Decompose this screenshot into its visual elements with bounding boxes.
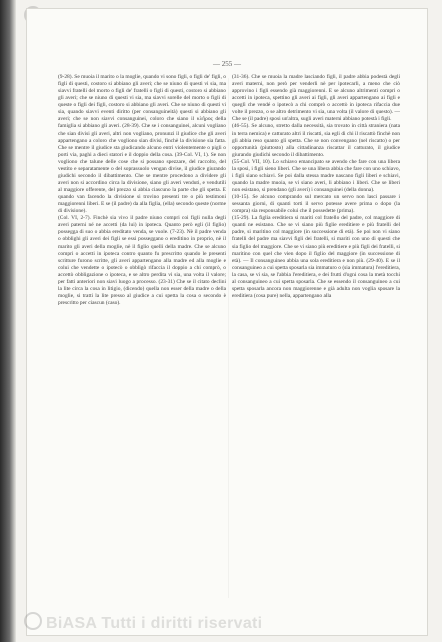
left-column-text: (9-28). Se muoia il marito o la moglie, quando vi sono figli, o figli de' figli, o figli di questi, costoro si abbiano gli averi; che se niuno di questi vi sia, ma siavvi fratelli del morto o figli de' fratelli o figli di questi, costoro si abbiano gli averi; che se niuno di questi vi sia, ma siavvi sorelle del morto o figli di queste o figli dei figli, costoro si abbiano gli averi. Che se niuno di questi vi sia, quando siavvi eventi diritto (per consanguineità) questi si abbiano gli averi; che se non siavvi consanguinei, coloro che siano il κλῆρος della famiglia si abbiano gli averi. (28-39). Che se i consanguinei, alcuni vogliano che sian divisi gli averi, altri non vogliano, pronunzi il giudice che gli averi appartengano a coloro che vogliono sian divisi, finchè la divisione sia fatta. Che se mentre il giudice sta giudicando alcuno entri violentemente o pigli o porti via, paghi a dieci statori e il doppio della cosa. (39-Col. VI, 1). Se non vogliono che talune delle cose che si possano spezzare, del raccolto, del vestito e separatamente o del soprassuolo vengan divise, il giudice giurando giudichi secondo il dibattimento. Che se mentre procedono a dividere gli averi non si accordino circa la divisione, siano gli averi venduti, e vendutili al maggiore offerente, del prezzo si abbia ciascuno la parte che gli spetta. E quando van facendo la divisione si trovino presenti tre o più testimoni maggiorenni liberi. E se (il padre) da alla figlia, (ella) secondo queste (norme di divisione). (Col. VI, 2-7). Finchè sia vivo il padre niuno compri coi figli nulla degli averi paterni né ne accetti (da lui) in ipoteca. Quanto però egli (il figlio) possegga di suo o abbia ereditato venda, se vuole. (7-23). Nè il padre venda o obblighi gli averi dei figli se essi posseggano o ereditino in proprio, nè il marito gli averi della moglie, nè il figlio quelli della madre. Che se alcuno compri o accetti in ipoteca contro quanto fu prescritto quando le presenti scritture furono scritte, gli averi appartengano alla madre ed alla moglie e colui che vendette o ipotecò o obbligò rifaccia il doppio a chi comprò, o accettò obbligazione o ipoteca, e se altro perdita vi sia, una volta il valore; per fatti anteriori non siavi luogo a processo. (23-31) Che se il citato declini la lite circa la cosa in litigio, (dicendo) quella non esser della madre o della moglie, si tratti la lite presso al giudice a cui spetta la cosa o secondo è prescritto per ciascun (caso).: [58, 74, 227, 306]
watermark-bottom-text: BiASA Tutti i diritti riservati: [46, 615, 263, 632]
watermark-bottom: [24, 612, 424, 633]
left-text-column: [58, 74, 226, 307]
book-spine-shadow: [0, 0, 16, 642]
watermark-logo-icon: [24, 612, 42, 630]
book-page: [26, 8, 428, 636]
page-number: — 255 —: [213, 60, 241, 68]
column-gutter: [228, 78, 229, 598]
right-text-column: [232, 74, 400, 300]
right-column-text: (31-36). Che se muoia la madre lasciando figli, il padre abbia podestà degli averi materni, non però per venderli nè per ipotecarli, a meno che ciò approvino i figli essendo già maggiorenni. E se alcuno altrimenti compri o accetti in ipoteca, spettino gli averi ai figli, gli averi appartengano ai figli e queglì che vendé o ipotecò a chi comprò o accettò in ipoteca rifaccia due volte il prezzo, o se altro detrimento vi sia, una volta (il valore di questo). — Che se (il padre) sposi un'altra, sugli averi materni abbiano potestà i figli. (46-55). Se alcuno, stretto dalla necessità, sia trovato in città straniera (nata in terra nemica) e catturato altri il riscatti, sia egli di chi il riscattò finchè non gli abbia reso quanto gli spetta. Che se non convengano (nel riscatto) o per opportunità (piuttosto) alla cittadinanza riscattar il catturato, il giudice giurando giudichi secondo il dibattimento. (55-Col. VII, 10). Lo schiavo emancipato se avendo che fare con una libera la sposi, i figli sieno liberi. Che se una libera abbia che fare con uno schiavo, i figli siano schiavi. Se poi dalla stessa madre nascano figli liberi e schiavi, quando la madre muoia, se vi siano averi, li abbiano i liberi. Che se liberi non esistano, si prendano (gli averi) i consanguinei (della donna). (10-15). Se alcuno comprando sul mercato un servo non lasci passare i sessanta giorni, di quanti torti il servo potesse avere prima o dopo (la compra) sia responsabile colui che il possedette (prima). (15-29). La figlia ereditiera si mariti col fratello del padre, col maggiore di quanti ne esistano. Che se vi siano più figlie ereditiere e più fratelli del padre, si maritino col maggiore (in successione di età). Se poi non vi siano fratelli del padre ma siavvi figli dei fratelli, si mariti con uno di questi che sia figlio del maggiore. Che se vi siano più ereditiere e più figli dei fratelli, si maritino con quel che vien dopo il figlio del maggiore (in successione di età). — Il consanguineo abbia una sola ereditiera e non più. (29-40). E se il consanguineo a cui spetta sposarla sia immaturo o (sia immatura) l'ereditiera, la casa, se vi sia, se l'abbia l'ereditiera, e dei frutti d'ogni cosa la metà tocchi al consanguineo a cui spetta sposarla. Che se essendo il consanguineo a cui spetta sposarla ancora non maggiorenne e già adulta non voglia sposare la ereditiera (cosa pure) nella, appartengano alla: [232, 74, 400, 299]
